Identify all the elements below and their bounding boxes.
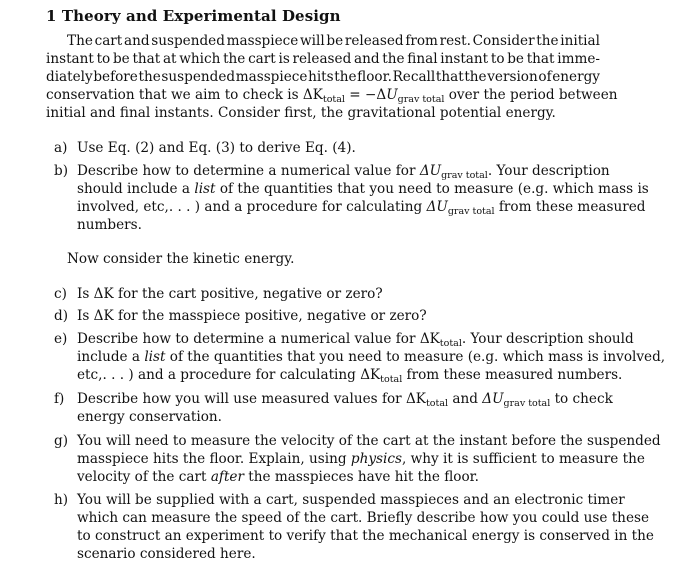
item-h-line-1: You will be supplied with a cart, suspended masspieces and an electronic timer (77, 492, 625, 508)
intro-word: which (179, 51, 221, 67)
intro-word: diately (46, 69, 93, 85)
intro-word: is (278, 51, 290, 67)
intro-word: energy (552, 69, 600, 85)
item-b-label: b) (54, 163, 69, 179)
intro-word: suspended (161, 69, 236, 85)
u-subscript: grav total (397, 94, 445, 105)
intro-line-2 (46, 50, 600, 68)
intro-word: suspended (151, 33, 225, 49)
item-d-label: d) (54, 308, 69, 324)
item-b-line-3 (77, 198, 645, 216)
intro-word: the (536, 33, 559, 49)
intro-word: to (490, 51, 505, 67)
delta-u-subscript-2: grav total (447, 206, 495, 217)
item-f-line-1-pre: Describe how you will use measured values for (77, 391, 406, 407)
intro-word: be (112, 51, 130, 67)
intro-word: and (123, 33, 150, 49)
intro-word: to (96, 51, 111, 67)
item-e-line-1 (77, 330, 634, 348)
delta-k-subscript-f: total (425, 398, 449, 409)
item-b-line-2 (77, 180, 649, 198)
delta-k-symbol: ΔK (302, 87, 323, 103)
item-d-text: Is ΔK for the masspiece positive, negative or zero? (77, 308, 427, 324)
intro-line-5: initial and final instants. Consider first, the gravitational potential energy. (46, 105, 556, 121)
item-e-line-1-post: . Your description should (461, 331, 634, 347)
item-a-text: Use Eq. (2) and Eq. (3) to derive Eq. (4). (77, 140, 356, 156)
item-e-line-3 (77, 366, 622, 384)
item-e-list-emphasis: list (144, 349, 166, 365)
equals-minus-delta: = −Δ (344, 87, 387, 103)
item-b-line-3-post: from these measured (494, 199, 646, 215)
intro-word: imme- (557, 51, 600, 67)
intro-word: at (162, 51, 177, 67)
intro-word: instant (440, 51, 489, 67)
delta-k-subscript-e3: total (380, 374, 403, 385)
intro-word: that (435, 69, 464, 85)
intro-word: version (487, 69, 538, 85)
intro-word: released (344, 33, 404, 49)
intro-word: rest. (439, 33, 471, 49)
item-g-line-2-post: , why it is sufficient to measure the (401, 451, 645, 467)
intro-word: will (300, 33, 325, 49)
item-f-line-1-post: to check (550, 391, 613, 407)
intro-line-4-tail: over the period between (444, 87, 618, 103)
intro-word: The (67, 33, 93, 49)
intro-word: of (538, 69, 552, 85)
item-g-line-1: You will need to measure the velocity of the cart at the instant before the suspended (77, 433, 661, 449)
intro-word: instant (46, 51, 94, 67)
intro-word: the (334, 69, 357, 85)
delta-u-symbol: ΔU (419, 163, 442, 179)
u-symbol: U (386, 87, 398, 103)
item-b-line-4: numbers. (77, 217, 142, 233)
item-f-line-1 (77, 390, 613, 408)
intro-word: floor. (357, 69, 392, 85)
item-e-line-2 (77, 348, 665, 366)
item-f-line-2: energy conservation. (77, 409, 222, 425)
item-b-line-2-pre: should include a (77, 181, 195, 197)
intro-word: released (292, 51, 352, 67)
item-h-line-2: which can measure the speed of the cart. Briefly describe how you could use these (77, 510, 650, 526)
intro-word: that (526, 51, 555, 67)
intro-word: Recall (392, 69, 436, 85)
delta-u-subscript-f: grav total (503, 398, 551, 409)
item-c-text: Is ΔK for the cart positive, negative or zero? (77, 286, 383, 302)
intro-word: Consider (472, 33, 535, 49)
item-c-label: c) (54, 286, 67, 302)
item-h-line-4: scenario considered here. (77, 546, 256, 562)
intro-word: and (354, 51, 380, 67)
delta-u-subscript: grav total (441, 170, 488, 181)
intro-word: be (326, 33, 344, 49)
item-g-line-3 (77, 468, 479, 486)
transition-text: Now consider the kinetic energy. (67, 251, 295, 267)
intro-line-4-text: conservation that we aim to check is (46, 87, 303, 103)
item-b-list-emphasis: list (194, 181, 216, 197)
intro-word: be (507, 51, 524, 67)
item-e-label: e) (54, 331, 68, 347)
item-e-line-2-post: of the quantities that you need to measure (e.g. which mass is involved, (165, 349, 666, 365)
intro-word: the (138, 69, 161, 85)
item-h-label: h) (54, 492, 69, 508)
item-g-line-3-post: the masspieces have hit the floor. (243, 469, 480, 485)
item-e-line-3-pre: etc,. . . ) and a procedure for calculating (77, 367, 361, 383)
intro-word: from (405, 33, 438, 49)
intro-word: cart (94, 33, 123, 49)
intro-line-1 (67, 32, 600, 50)
intro-line-4 (46, 86, 618, 105)
delta-k-symbol-f: ΔK (405, 391, 426, 407)
intro-word: cart (248, 51, 276, 67)
intro-word: hits (308, 69, 334, 85)
intro-word: masspiece (226, 33, 299, 49)
item-g-after-emphasis: after (210, 469, 244, 485)
intro-word: masspiece (235, 69, 308, 85)
item-e-line-2-pre: include a (77, 349, 145, 365)
item-g-line-3-pre: velocity of the cart (77, 469, 211, 485)
delta-k-symbol-e1: ΔK (419, 331, 440, 347)
item-g-line-2 (77, 450, 645, 468)
delta-u-symbol-2: ΔU (426, 199, 448, 215)
item-f-label: f) (54, 391, 65, 407)
item-g-label: g) (54, 433, 69, 449)
item-h-line-3: to construct an experiment to verify that the mechanical energy is conserved in the (77, 528, 654, 544)
item-b-line-1-post: . Your description (487, 163, 610, 179)
intro-line-3 (46, 68, 600, 86)
delta-u-symbol-f: ΔU (482, 391, 504, 407)
intro-word: final (407, 51, 438, 67)
item-b-line-2-post: of the quantities that you need to measure (e.g. which mass is (215, 181, 649, 197)
item-a-label: a) (54, 140, 68, 156)
intro-word: that (132, 51, 161, 67)
item-g-physics-emphasis: physics (350, 451, 402, 467)
intro-word: the (382, 51, 405, 67)
section-title: 1 Theory and Experimental Design (46, 7, 341, 25)
item-b-line-1-pre: Describe how to determine a numerical value for (77, 163, 420, 179)
intro-word: the (464, 69, 487, 85)
delta-k-subscript-e1: total (439, 338, 462, 349)
intro-word: the (223, 51, 246, 67)
delta-k-symbol-e3: ΔK (360, 367, 381, 383)
item-e-line-1-pre: Describe how to determine a numerical value for (77, 331, 420, 347)
delta-k-subscript: total (322, 94, 345, 105)
intro-word: initial (560, 33, 600, 49)
item-b-line-1 (77, 162, 610, 180)
item-g-line-2-pre: masspiece hits the floor. Explain, using (77, 451, 351, 467)
intro-word: before (93, 69, 138, 85)
item-b-line-3-pre: involved, etc,. . . ) and a procedure for calculating (77, 199, 427, 215)
item-f-and: and (448, 391, 483, 407)
item-e-line-3-post: from these measured numbers. (402, 367, 623, 383)
